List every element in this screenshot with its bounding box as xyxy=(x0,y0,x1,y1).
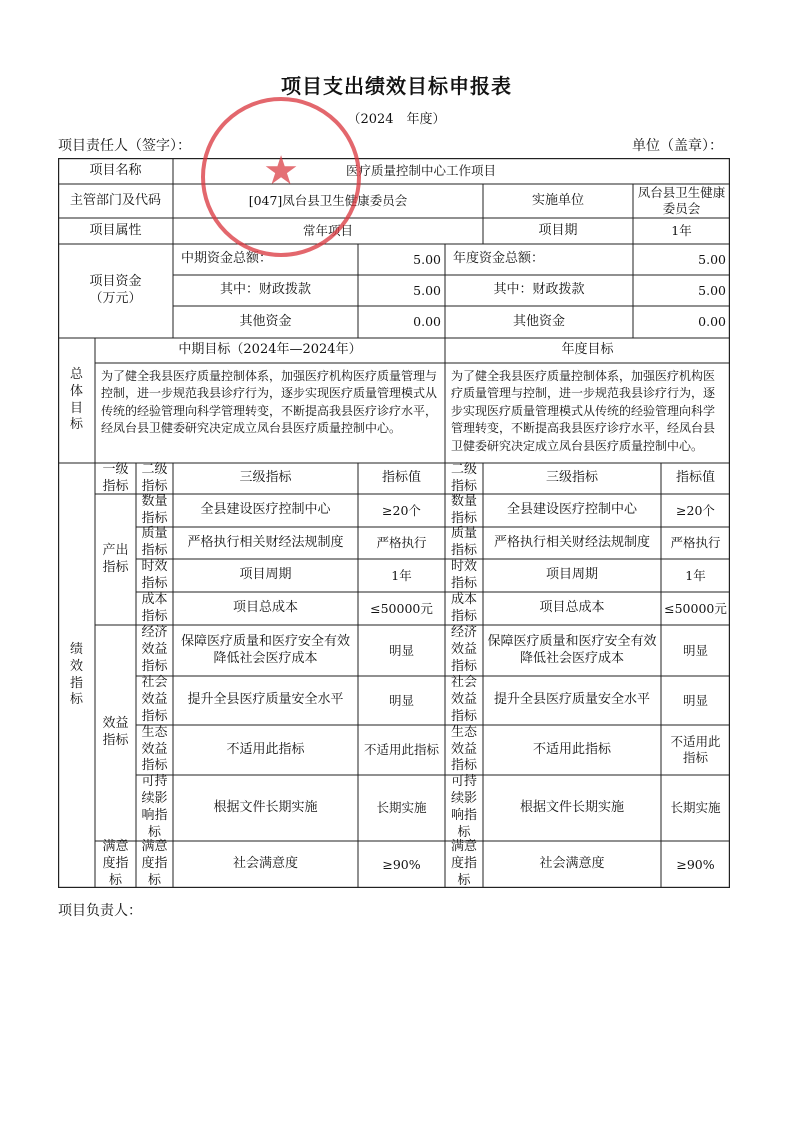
value-cell-right: 严格执行 xyxy=(670,535,721,551)
value-cell: 不适用此指标 xyxy=(363,742,439,758)
level2-cell: 成本 指标 xyxy=(141,591,168,624)
project-name-label: 项目名称 xyxy=(89,162,142,178)
value-cell: 严格执行 xyxy=(376,535,427,551)
year-goal-header: 年度目标 xyxy=(561,342,614,358)
level3-cell: 项目周期 xyxy=(239,567,292,583)
header-level3-right: 三级指标 xyxy=(545,470,598,486)
level2-cell-right: 质量 指标 xyxy=(450,526,477,558)
level2-cell: 满意 度指 标 xyxy=(141,839,168,888)
level2-cell: 可持 续影 响指 标 xyxy=(141,774,168,840)
level3-cell-right: 社会满意度 xyxy=(539,856,605,872)
year-fiscal-label: 其中：财政拨款 xyxy=(493,282,585,298)
level2-cell-right: 满意 度指 标 xyxy=(450,839,477,888)
value-cell: 明显 xyxy=(388,642,414,658)
value-cell-right: 不适用此 指标 xyxy=(670,734,721,765)
level3-cell: 全县建设医疗控制中心 xyxy=(200,502,331,518)
level2-cell: 时效 指标 xyxy=(141,558,168,591)
mid-total-value: 5.00 xyxy=(413,251,441,267)
dept-value: [047]凤台县卫生健康委员会 xyxy=(248,193,408,209)
performance-label: 绩 效 指 标 xyxy=(69,641,83,708)
mid-total-label: 中期资金总额： xyxy=(181,251,273,267)
performance-target-table xyxy=(58,158,730,888)
level2-cell: 数量 指标 xyxy=(141,493,168,526)
responsible-signature-label: 项目责任人（签字）： xyxy=(58,138,191,154)
overall-goal-label: 总 体 目 标 xyxy=(69,366,83,433)
year-total-label: 年度资金总额： xyxy=(453,251,545,267)
level3-cell: 项目总成本 xyxy=(232,600,298,616)
year-total-value: 5.00 xyxy=(698,251,726,267)
report-year: （2024 年度） xyxy=(347,112,446,127)
value-cell-right: 明显 xyxy=(682,692,708,708)
value-cell: ≤50000元 xyxy=(370,600,433,616)
unit-seal-label: 单位（盖章）： xyxy=(632,138,723,154)
impl-unit-value: 凤台县卫生健康委员会 xyxy=(637,185,726,216)
value-cell-right: ≥20个 xyxy=(676,502,715,518)
level2-cell: 经济 效益 指标 xyxy=(141,625,168,674)
funds-label: 项目资金 （万元） xyxy=(89,274,142,306)
project-attr-label: 项目属性 xyxy=(89,222,142,238)
level3-cell-right: 保障医疗质量和医疗安全有效降低社会医疗成本 xyxy=(487,634,657,666)
level2-cell-right: 可持 续影 响指 标 xyxy=(450,774,477,840)
year-goal-text: 为了健全我县医疗质量控制体系，加强医疗机构医疗质量管理与控制，进一步规范我县诊疗行为，逐步实现医疗质量管理模式从传统的经验管理向科学管理转变，不断提高我县医疗诊疗水平，经凤台县卫健委研究决定成立凤台县医疗质量控制中心。 xyxy=(451,369,716,453)
year-fiscal-value: 5.00 xyxy=(698,282,726,298)
header-level3: 三级指标 xyxy=(239,470,292,486)
dept-label: 主管部门及代码 xyxy=(69,192,161,208)
level3-cell: 提升全县医疗质量安全水平 xyxy=(187,692,344,708)
level3-cell-right: 根据文件长期实施 xyxy=(519,799,624,815)
level2-cell-right: 经济 效益 指标 xyxy=(450,625,477,674)
level2-cell-right: 社会 效益 指标 xyxy=(450,675,477,724)
value-cell-right: 明显 xyxy=(682,642,708,658)
group-benefit-label: 效益 指标 xyxy=(102,716,129,748)
level3-cell-right: 不适用此指标 xyxy=(532,741,611,757)
header-value: 指标值 xyxy=(381,470,421,486)
level3-cell-right: 项目总成本 xyxy=(539,600,605,616)
level2-cell: 质量 指标 xyxy=(141,526,168,558)
impl-unit-label: 实施单位 xyxy=(531,192,584,208)
level2-cell: 社会 效益 指标 xyxy=(141,675,168,724)
level2-cell-right: 数量 指标 xyxy=(450,493,477,526)
header-level2-right: 二级 指标 xyxy=(450,461,477,494)
value-cell-right: ≤50000元 xyxy=(664,600,727,616)
value-cell: 长期实施 xyxy=(376,800,427,816)
level3-cell-right: 项目周期 xyxy=(545,567,598,583)
project-period-value: 1年 xyxy=(671,223,692,239)
page-title: 项目支出绩效目标申报表 xyxy=(281,74,512,98)
value-cell: ≥90% xyxy=(382,856,421,872)
level3-cell: 根据文件长期实施 xyxy=(213,799,318,815)
value-cell: 明显 xyxy=(388,692,414,708)
value-cell: 1年 xyxy=(391,567,412,583)
value-cell-right: ≥90% xyxy=(676,856,715,872)
project-period-label: 项目期 xyxy=(538,222,578,238)
header-level1: 一级 指标 xyxy=(102,461,129,494)
level2-cell-right: 成本 指标 xyxy=(450,591,477,624)
project-attr-value: 常年项目 xyxy=(302,223,353,239)
group-satisfaction-label: 满意 度指 标 xyxy=(102,839,129,888)
level3-cell: 严格执行相关财经法规制度 xyxy=(187,534,344,550)
group-output-label: 产出 指标 xyxy=(102,542,129,575)
mid-other-value: 0.00 xyxy=(413,314,441,330)
svg-text:★: ★ xyxy=(263,148,299,194)
level3-cell-right: 全县建设医疗控制中心 xyxy=(506,502,637,518)
level3-cell-right: 严格执行相关财经法规制度 xyxy=(493,534,650,550)
project-leader-label: 项目负责人： xyxy=(58,903,142,919)
value-cell-right: 长期实施 xyxy=(670,800,721,816)
header-value-right: 指标值 xyxy=(675,470,715,486)
level2-cell-right: 时效 指标 xyxy=(450,558,477,591)
level3-cell-right: 提升全县医疗质量安全水平 xyxy=(493,692,650,708)
year-other-value: 0.00 xyxy=(698,314,726,330)
mid-goal-header: 中期目标（2024年—2024年） xyxy=(178,342,362,358)
mid-fiscal-value: 5.00 xyxy=(413,282,441,298)
value-cell: ≥20个 xyxy=(382,502,421,518)
year-other-label: 其他资金 xyxy=(512,313,565,329)
mid-other-label: 其他资金 xyxy=(239,313,292,329)
mid-fiscal-label: 其中：财政拨款 xyxy=(219,282,311,298)
mid-goal-text: 为了健全我县医疗质量控制体系，加强医疗机构医疗质量管理与控制，进一步规范我县诊疗行为，逐步实现医疗质量管理模式从传统的经验管理向科学管理转变，不断提高我县医疗诊疗水平，经凤台县卫健委研究决定成立凤台县医疗质量控制中心。 xyxy=(101,369,438,436)
level3-cell: 不适用此指标 xyxy=(226,741,305,757)
level3-cell: 社会满意度 xyxy=(232,856,298,872)
level2-cell: 生态 效益 指标 xyxy=(141,724,168,774)
level2-cell-right: 生态 效益 指标 xyxy=(450,724,477,774)
project-name-value: 医疗质量控制中心工作项目 xyxy=(346,163,497,179)
header-level2: 二级 指标 xyxy=(141,461,168,494)
level3-cell: 保障医疗质量和医疗安全有效降低社会医疗成本 xyxy=(180,634,350,666)
value-cell-right: 1年 xyxy=(685,567,706,583)
